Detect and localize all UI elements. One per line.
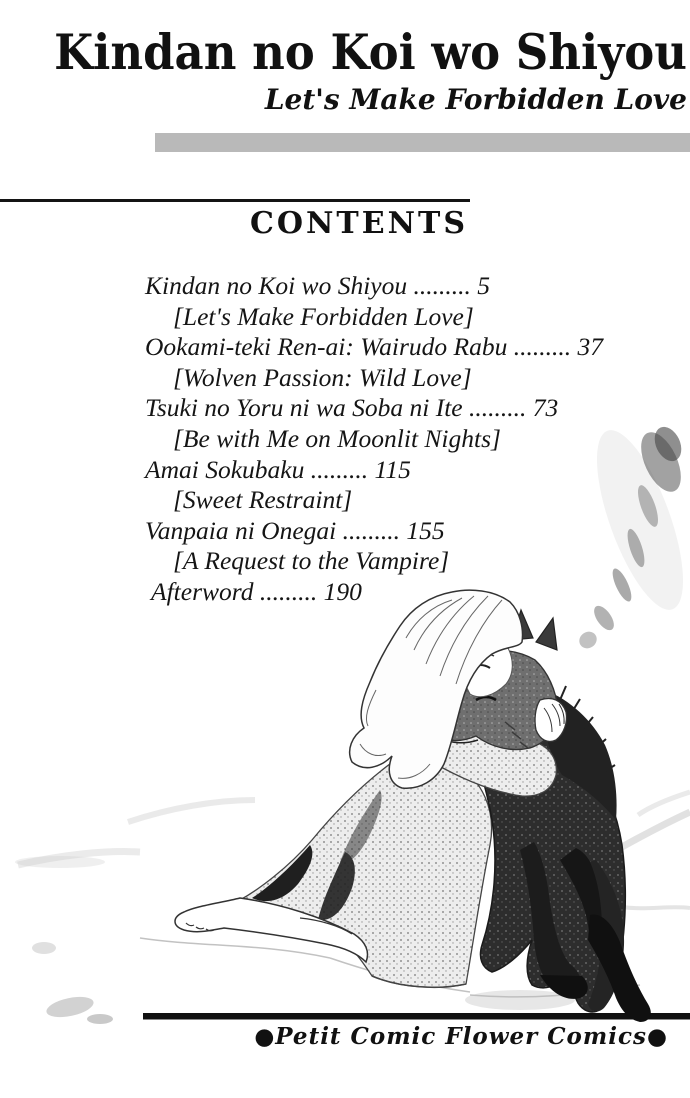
ink-smudge-streak [576,420,690,651]
toc-entry-title: Kindan no Koi wo Shiyou ......... 5 [145,271,490,300]
toc-entry-afterword: Afterword ......... 190 [151,576,362,606]
toc-entry-translation: [A Request to the Vampire] [173,546,450,576]
toc-entry-translation: [Wolven Passion: Wild Love] [173,362,472,392]
footer-rule [143,1013,690,1020]
toc-entry-title: Tsuki no Yoru ni wa Soba ni Ite ......... 73 [145,393,559,423]
toc-entry-title: Ookami-teki Ren-ai: Wairudo Rabu ......... 37 [145,332,603,362]
toc-entry-title: Vanpaia ni Onegai ......... 155 [145,515,445,545]
book-subtitle: Let's Make Forbidden Love [264,82,687,116]
toc-entry-translation: [Let's Make Forbidden Love] [173,301,474,331]
book-title: Kindan no Koi wo Shiyou [54,23,687,82]
contents-heading: CONTENTS [249,206,468,241]
publisher-label: ●Petit Comic Flower Comics● [254,1023,668,1050]
toc-entry-translation: [Sweet Restraint] [173,485,353,515]
toc-entry-title: Amai Sokubaku ......... 115 [145,454,411,484]
toc-entry-translation: [Be with Me on Moonlit Nights] [173,423,501,453]
